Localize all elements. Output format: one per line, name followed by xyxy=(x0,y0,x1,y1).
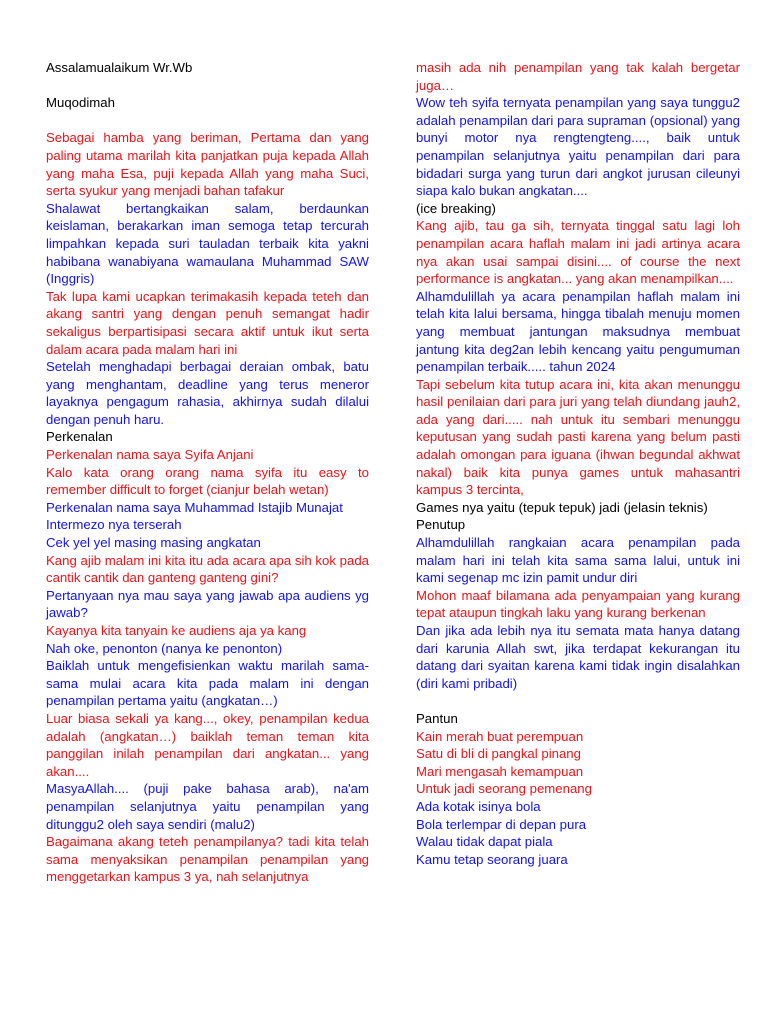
pantun-line: Ada kotak isinya bola xyxy=(416,798,541,814)
muqodimah-heading: Muqodimah xyxy=(46,95,115,111)
pertanyaan-line: Pertanyaan nya mau saya yang jawab apa audiens yg jawab? xyxy=(46,587,369,621)
closing-alhamdulillah-paragraph: Alhamdulillah rangkaian acara penampilan pada malam hari ini telah kita sama sama lalui, untuk ini kami segenap mc izin pamit undur diri xyxy=(416,535,740,586)
pantun-line: Bola terlempar di depan pura xyxy=(416,816,587,832)
spacer xyxy=(46,112,369,130)
nah-oke-line: Nah oke, penonton (nanya ke penonton) xyxy=(46,640,283,656)
right-column xyxy=(416,59,740,868)
intro-syifa: Perkenalan nama saya Syifa Anjani xyxy=(46,447,254,463)
pantun-line: Mari mengasah kemampuan xyxy=(416,763,584,779)
cek-yel-line: Cek yel yel masing masing angkatan xyxy=(46,535,261,551)
bagaimana-paragraph: Bagaimana akang teteh penampilanya? tadi kita telah sama menyaksikan penampilan penampilan yang menggetarkan kampus 3 ya, nah selanjutnya xyxy=(46,834,369,885)
intro-istajib: Perkenalan nama saya Muhammad Istajib Munajat xyxy=(46,499,343,515)
penutup-heading: Penutup xyxy=(416,517,466,533)
thanks-paragraph: Tak lupa kami ucapkan terimakasih kepada teteh dan akang santri yang dengan penuh semangat hadir sekaligus berpartisipasi secara aktif untuk ikut serta dalam acara pada malam hari ini xyxy=(46,288,369,357)
pantun-line: Kain merah buat perempuan xyxy=(416,728,584,744)
mohon-maaf-paragraph: Mohon maaf bilamana ada penyampaian yang kurang tepat ataupun tingkah laku yang kurang berkenan xyxy=(416,587,740,621)
wow-paragraph: Wow teh syifa ternyata penampilan yang saya tunggu2 adalah penampilan dari para supraman (opsional) yang bunyi motor nya rengtengteng...., baik untuk penampilan selanjutnya yaitu penampilan dari para bidadari surga yang turun dari angkot jurusan cileunyi siapa kalo bukan angkatan.... xyxy=(416,95,740,199)
kayanya-line: Kayanya kita tanyain ke audiens aja ya kang xyxy=(46,623,307,638)
pantun-heading: Pantun xyxy=(416,710,458,726)
pantun-line: Satu di bli di pangkal pinang xyxy=(416,746,581,762)
baiklah-paragraph: Baiklah untuk mengefisienkan waktu marilah sama-sama mulai acara kita pada malam ini dengan penampilan pertama yaitu (angkatan…) xyxy=(46,658,369,709)
alhamdulillah-paragraph: Alhamdulillah ya acara penampilan haflah malam ini telah kita lalui bersama, hingga tibalah menuju momen yang membuat jantungan maksudnya membuat jantung kita deg2an lebih kencang yaitu pengumuman penampilan terbaik..... tahun 2024 xyxy=(416,288,740,375)
masih-ada-paragraph: masih ada nih penampilan yang tak kalah bergetar juga… xyxy=(416,60,740,93)
masyaallah-paragraph: MasyaAllah.... (puji pake bahasa arab), na'am penampilan selanjutnya yaitu penampilan yang ditunggu2 oleh saya sendiri (malu2) xyxy=(46,781,369,832)
shalawat-paragraph: Shalawat bertangkaikan salam, berdaunkan keislaman, berakarkan iman semoga tetap tercurah limpahkan kepada suri tauladan terbaik kita yakni habibana wanabiyana wamaulana Muhammad SAW (Inggris) xyxy=(46,200,369,287)
spacer xyxy=(416,692,740,710)
pantun-line: Walau tidak dapat piala xyxy=(416,834,553,850)
opening-paragraph: Sebagai hamba yang beriman, Pertama dan yang paling utama marilah kita panjatkan puja kepada Allah yang maha Esa, puji kepada Allah yang maha Suci, serta syukur yang menjadi bahan tafakur xyxy=(46,130,369,199)
games-line: Games nya yaitu (tepuk tepuk) jadi (jelasin teknis) xyxy=(416,499,708,515)
greeting: Assalamualaikum Wr.Wb xyxy=(46,60,193,75)
perkenalan-heading: Perkenalan xyxy=(46,429,113,445)
tapi-paragraph: Tapi sebelum kita tutup acara ini, kita akan menunggu hasil penilaian dari para juri yang telah diundang jauh2, ada yang dari..... nah untuk itu sembari menunggu keputusan yang sudah pasti karena yang belum pasti adalah omongan para iguana (ihwan begundal akhwat nakal) baik kita punya games untuk mahasantri kampus 3 tercinta, xyxy=(416,376,740,498)
intermezo-line: Intermezo nya terserah xyxy=(46,517,182,533)
luar-biasa-paragraph: Luar biasa sekali ya kang..., okey, penampilan kedua adalah (angkatan…) baiklah teman teman kita panggilan inilah penampilan dari angkatan... yang akan.... xyxy=(46,710,369,779)
dan-jika-paragraph: Dan jika ada lebih nya itu semata mata hanya datang dari karunia Allah swt, jika terdapat kekurangan itu datang dari syaitan karena kami tidak ingin disalahkan (diri kami pribadi) xyxy=(416,623,740,691)
ice-breaking-line: (ice breaking) xyxy=(416,200,496,216)
left-column xyxy=(46,59,369,886)
kang-ajib-last-paragraph: Kang ajib, tau ga sih, ternyata tinggal satu lagi loh penampilan acara haflah malam ini jadi artinya acara nya akan usai sampai disini.... of course the next performance is angkatan... yang akan menampilkan.... xyxy=(416,218,740,287)
pantun-line: Kamu tetap seorang juara xyxy=(416,851,568,867)
kalo-paragraph: Kalo kata orang orang nama syifa itu easy to remember difficult to forget (cianjur belah wetan) xyxy=(46,464,369,498)
kang-ajib-question: Kang ajib malam ini kita itu ada acara apa sih kok pada cantik cantik dan ganteng ganteng gini? xyxy=(46,552,369,586)
pantun-line: Untuk jadi seorang pemenang xyxy=(416,781,592,797)
spacer xyxy=(46,77,369,95)
after-paragraph: Setelah menghadapi berbagai deraian ombak, batu yang menghantam, deadline yang terus meneror layaknya pengagum rahasia, akhirnya sudah dilalui dengan penuh haru. xyxy=(46,359,369,427)
